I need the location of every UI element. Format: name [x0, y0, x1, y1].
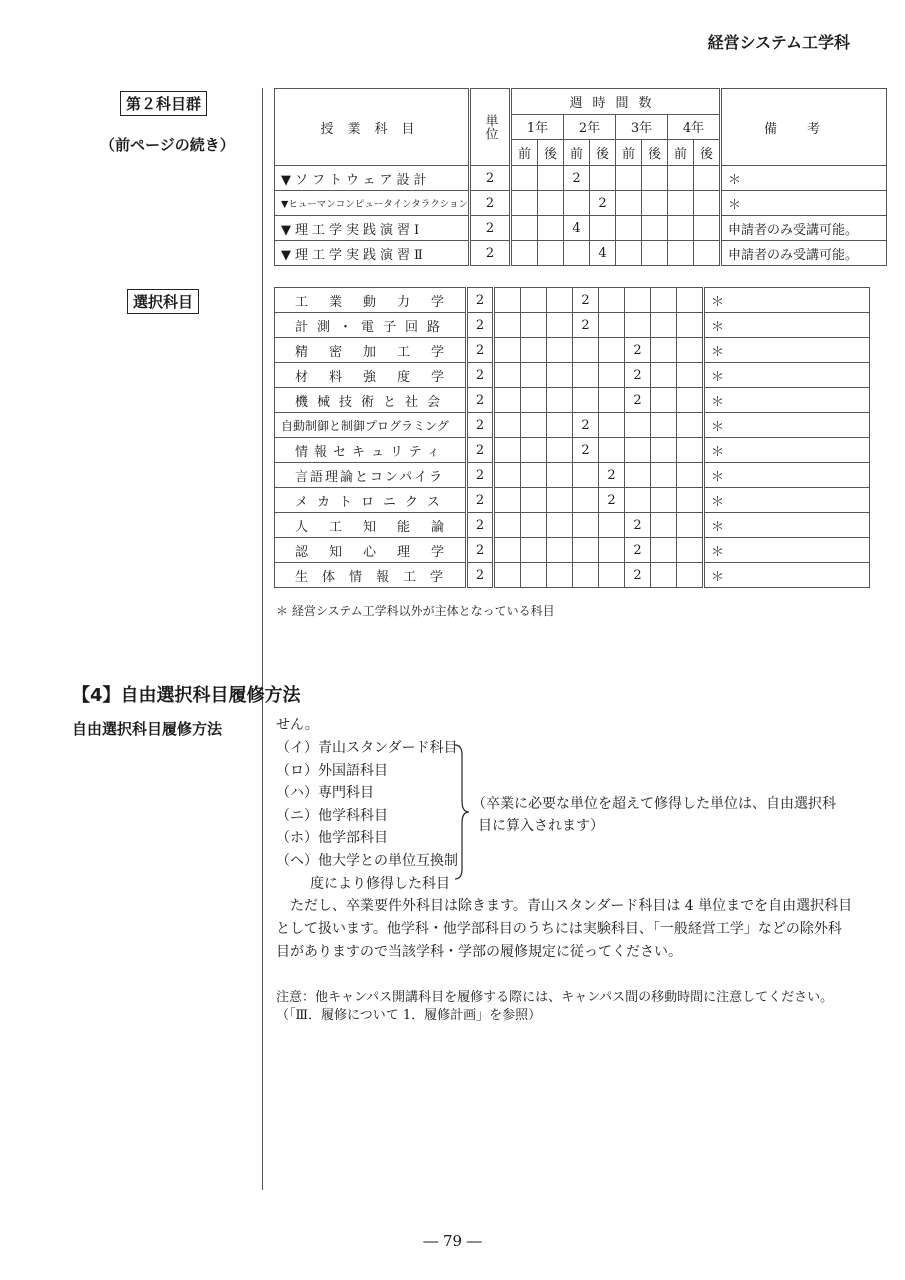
hours-cell [625, 463, 651, 488]
semester-header: 前 [668, 140, 694, 166]
hours-cell [573, 463, 599, 488]
hours-cell [677, 338, 704, 363]
hours-cell: 2 [599, 463, 625, 488]
unit-value: 2 [467, 288, 494, 313]
hours-cell [694, 241, 721, 266]
hours-cell [547, 363, 573, 388]
hours-cell [651, 413, 677, 438]
hours-cell: 2 [625, 563, 651, 588]
hours-cell [494, 513, 521, 538]
hours-cell [677, 438, 704, 463]
hours-cell [547, 288, 573, 313]
hours-cell [511, 216, 538, 241]
hours-cell [694, 191, 721, 216]
hours-cell: 2 [625, 538, 651, 563]
table-row [275, 413, 870, 438]
subject-name: 自動制御と制御プログラミング [275, 413, 467, 438]
hours-cell [521, 438, 547, 463]
remarks-cell: ＊ [721, 191, 887, 216]
remarks-cell: ＊ [704, 488, 870, 513]
table-row [275, 288, 870, 313]
hours-cell [677, 313, 704, 338]
hours-cell [599, 513, 625, 538]
year-header: 3年 [616, 114, 668, 140]
remarks-cell: 申請者のみ受講可能。 [721, 216, 887, 241]
hours-cell [590, 216, 616, 241]
hours-cell [511, 166, 538, 191]
intro-text: せん。 [276, 717, 319, 733]
hours-cell [494, 338, 521, 363]
subject-name: ▼理工学実践演習Ⅰ [275, 216, 470, 241]
hours-cell: 4 [590, 241, 616, 266]
hours-cell: 2 [625, 363, 651, 388]
hours-cell [494, 288, 521, 313]
group2-label: 第２科目群 [120, 91, 207, 116]
section4-title: 【4】自由選択科目履修方法 [72, 685, 301, 706]
remarks-cell: ＊ [704, 288, 870, 313]
subject-name: メカトロニクス [275, 488, 467, 513]
hours-cell: 2 [573, 288, 599, 313]
hours-cell [547, 563, 573, 588]
table-row [275, 191, 887, 216]
semester-header: 後 [590, 140, 616, 166]
hours-cell [573, 363, 599, 388]
remarks-header: 備考 [721, 89, 887, 166]
unit-value: 2 [467, 438, 494, 463]
table-row [275, 216, 887, 241]
hours-cell [494, 388, 521, 413]
unit-value: 2 [467, 538, 494, 563]
hours-cell: 2 [573, 313, 599, 338]
list-item: （ホ）他学部科目 [276, 830, 388, 847]
list-item: （ハ）専門科目 [276, 785, 374, 802]
hours-cell [651, 513, 677, 538]
hours-cell [677, 513, 704, 538]
unit-value: 2 [467, 388, 494, 413]
semester-header: 後 [538, 140, 564, 166]
unit-value: 2 [467, 363, 494, 388]
paragraph-line2: として扱います。他学科・他学部科目のうちには実験科目、「一般経営工学」などの除外科 [276, 921, 842, 937]
remarks-cell: ＊ [704, 463, 870, 488]
hours-cell [599, 313, 625, 338]
subject-name: 情報セキュリティ [275, 438, 467, 463]
year-header: 1年 [511, 114, 564, 140]
remarks-cell: ＊ [704, 538, 870, 563]
unit-value: 2 [470, 166, 511, 191]
hours-cell [511, 191, 538, 216]
hours-cell [599, 363, 625, 388]
hours-cell [494, 463, 521, 488]
list-item: （ニ）他学科科目 [276, 807, 388, 824]
hours-cell [625, 288, 651, 313]
hours-cell [642, 191, 668, 216]
hours-cell [538, 216, 564, 241]
semester-header: 前 [564, 140, 590, 166]
hours-cell [547, 463, 573, 488]
hours-cell: 2 [625, 338, 651, 363]
hours-cell [573, 388, 599, 413]
continued-label: （前ページの続き） [100, 136, 235, 154]
hours-cell [521, 338, 547, 363]
hours-cell [651, 563, 677, 588]
unit-value: 2 [467, 313, 494, 338]
semester-header: 前 [511, 140, 538, 166]
hours-cell [625, 413, 651, 438]
table-row [275, 563, 870, 588]
hours-cell [642, 166, 668, 191]
unit-value: 2 [467, 563, 494, 588]
hours-cell [521, 463, 547, 488]
hours-cell [521, 538, 547, 563]
remarks-cell: ＊ [721, 166, 887, 191]
hours-cell: 2 [573, 438, 599, 463]
table-row [275, 388, 870, 413]
hours-cell [521, 488, 547, 513]
hours-cell [494, 438, 521, 463]
hours-cell [599, 438, 625, 463]
hours-cell [573, 563, 599, 588]
hours-cell [642, 216, 668, 241]
unit-value: 2 [467, 513, 494, 538]
group2-table [274, 88, 887, 266]
remarks-cell: ＊ [704, 313, 870, 338]
hours-cell [538, 241, 564, 266]
brace-icon [453, 743, 471, 881]
hours-cell [494, 563, 521, 588]
table-row [275, 363, 870, 388]
remarks-cell: ＊ [704, 513, 870, 538]
hours-cell [573, 488, 599, 513]
hours-cell [677, 363, 704, 388]
semester-header: 前 [616, 140, 642, 166]
caution-line1: 注意：他キャンパス開講科目を履修する際には、キャンパス間の移動時間に注意してください。 [276, 990, 834, 1005]
year-header: 4年 [668, 114, 721, 140]
hours-cell [538, 166, 564, 191]
subject-name: 機械技術と社会 [275, 388, 467, 413]
hours-cell [694, 216, 721, 241]
hours-cell [599, 388, 625, 413]
table-row [275, 463, 870, 488]
list-item: （ロ）外国語科目 [276, 762, 388, 779]
hours-cell: 2 [625, 513, 651, 538]
hours-cell [677, 463, 704, 488]
hours-cell [677, 563, 704, 588]
elective-table [274, 287, 870, 588]
hours-cell [599, 338, 625, 363]
page-number: ― 79 ― [423, 1232, 482, 1250]
table-row [275, 166, 887, 191]
unit-value: 2 [470, 241, 511, 266]
list-item: （ヘ）他大学との単位互換制 [276, 853, 458, 869]
hours-cell [564, 241, 590, 266]
hours-cell [616, 216, 642, 241]
subject-name: 精密加工学 [275, 338, 467, 363]
remarks-cell: ＊ [704, 338, 870, 363]
remarks-cell: ＊ [704, 363, 870, 388]
table-row [275, 313, 870, 338]
remarks-cell: ＊ [704, 388, 870, 413]
hours-cell [573, 513, 599, 538]
hours-cell [573, 338, 599, 363]
subject-name: 工業動力学 [275, 288, 467, 313]
subject-name: 人工知能論 [275, 513, 467, 538]
subject-name: ▼理工学実践演習Ⅱ [275, 241, 470, 266]
list-item-continuation: 度により修得した科目 [310, 876, 450, 892]
hours-cell [521, 313, 547, 338]
hours-cell [521, 288, 547, 313]
section4-subtitle: 自由選択科目履修方法 [72, 720, 223, 738]
hours-cell [547, 338, 573, 363]
hours-cell [694, 166, 721, 191]
hours-cell [642, 241, 668, 266]
hours-cell [547, 313, 573, 338]
hours-cell [651, 313, 677, 338]
weekly-hours-header: 週時間数 [511, 89, 721, 115]
hours-cell [651, 288, 677, 313]
hours-cell [677, 488, 704, 513]
hours-cell [625, 488, 651, 513]
unit-value: 2 [467, 338, 494, 363]
hours-cell [651, 338, 677, 363]
hours-cell [521, 363, 547, 388]
semester-header: 後 [642, 140, 668, 166]
remarks-cell: 申請者のみ受講可能。 [721, 241, 887, 266]
table-footnote: ＊ 経営システム工学科以外が主体となっている科目 [276, 604, 555, 618]
hours-cell [599, 563, 625, 588]
hours-cell [547, 538, 573, 563]
hours-cell [547, 413, 573, 438]
hours-cell [511, 241, 538, 266]
hours-cell [677, 538, 704, 563]
hours-cell [677, 413, 704, 438]
unit-value: 2 [467, 463, 494, 488]
hours-cell: 2 [590, 191, 616, 216]
hours-cell [521, 388, 547, 413]
hours-cell [651, 463, 677, 488]
table-row [275, 338, 870, 363]
unit-header: 単位 [470, 89, 511, 166]
hours-cell [538, 191, 564, 216]
hours-cell [599, 413, 625, 438]
subject-name: 認知心理学 [275, 538, 467, 563]
brace-note-line2: 目に算入されます） [478, 818, 604, 834]
hours-cell [547, 438, 573, 463]
hours-cell: 4 [564, 216, 590, 241]
table-row [275, 488, 870, 513]
table-row [275, 438, 870, 463]
paragraph-line1: ただし、卒業要件外科目は除きます。青山スタンダード科目は 4 単位までを自由選択科目 [290, 898, 853, 914]
hours-cell [651, 538, 677, 563]
subject-name: ▼ソフトウェア設計 [275, 166, 470, 191]
subject-header: 授業科目 [275, 89, 470, 166]
hours-cell [668, 166, 694, 191]
hours-cell [616, 241, 642, 266]
subject-name: 言語理論とコンパイラ [275, 463, 467, 488]
hours-cell [521, 513, 547, 538]
brace-note-line1: （卒業に必要な単位を超えて修得した単位は、自由選択科 [472, 796, 836, 812]
hours-cell [494, 488, 521, 513]
hours-cell [651, 488, 677, 513]
hours-cell [677, 388, 704, 413]
paragraph-line3: 目がありますので当該学科・学部の履修規定に従ってください。 [276, 944, 682, 960]
subject-name: 計測・電子回路 [275, 313, 467, 338]
subject-name: 生体情報工学 [275, 563, 467, 588]
hours-cell: 2 [625, 388, 651, 413]
unit-value: 2 [470, 191, 511, 216]
table-row [275, 513, 870, 538]
subject-name: ▼ヒューマンコンピュータインタラクション [275, 191, 470, 216]
remarks-cell: ＊ [704, 413, 870, 438]
hours-cell [547, 513, 573, 538]
hours-cell [494, 313, 521, 338]
hours-cell [668, 216, 694, 241]
hours-cell [651, 388, 677, 413]
table-row [275, 538, 870, 563]
hours-cell [564, 191, 590, 216]
hours-cell [599, 538, 625, 563]
hours-cell [599, 288, 625, 313]
elective-label: 選択科目 [127, 289, 199, 314]
hours-cell [494, 413, 521, 438]
left-divider [262, 88, 263, 1190]
hours-cell: 2 [573, 413, 599, 438]
hours-cell [625, 313, 651, 338]
department-header: 経営システム工学科 [707, 33, 850, 52]
unit-value: 2 [467, 488, 494, 513]
hours-cell [590, 166, 616, 191]
hours-cell [668, 191, 694, 216]
hours-cell [521, 563, 547, 588]
hours-cell [625, 438, 651, 463]
hours-cell [494, 363, 521, 388]
caution-line2: （「Ⅲ．履修について 1．履修計画」を参照） [276, 1008, 542, 1023]
hours-cell [616, 166, 642, 191]
remarks-cell: ＊ [704, 438, 870, 463]
year-header: 2年 [564, 114, 616, 140]
hours-cell [677, 288, 704, 313]
hours-cell [651, 363, 677, 388]
subject-name: 材料強度学 [275, 363, 467, 388]
semester-header: 後 [694, 140, 721, 166]
hours-cell [547, 488, 573, 513]
hours-cell [573, 538, 599, 563]
hours-cell [651, 438, 677, 463]
list-item: （イ）青山スタンダード科目 [276, 740, 458, 756]
unit-value: 2 [470, 216, 511, 241]
hours-cell [616, 191, 642, 216]
hours-cell: 2 [599, 488, 625, 513]
remarks-cell: ＊ [704, 563, 870, 588]
hours-cell [521, 413, 547, 438]
hours-cell [494, 538, 521, 563]
unit-value: 2 [467, 413, 494, 438]
hours-cell [668, 241, 694, 266]
hours-cell [547, 388, 573, 413]
hours-cell: 2 [564, 166, 590, 191]
table-row [275, 241, 887, 266]
